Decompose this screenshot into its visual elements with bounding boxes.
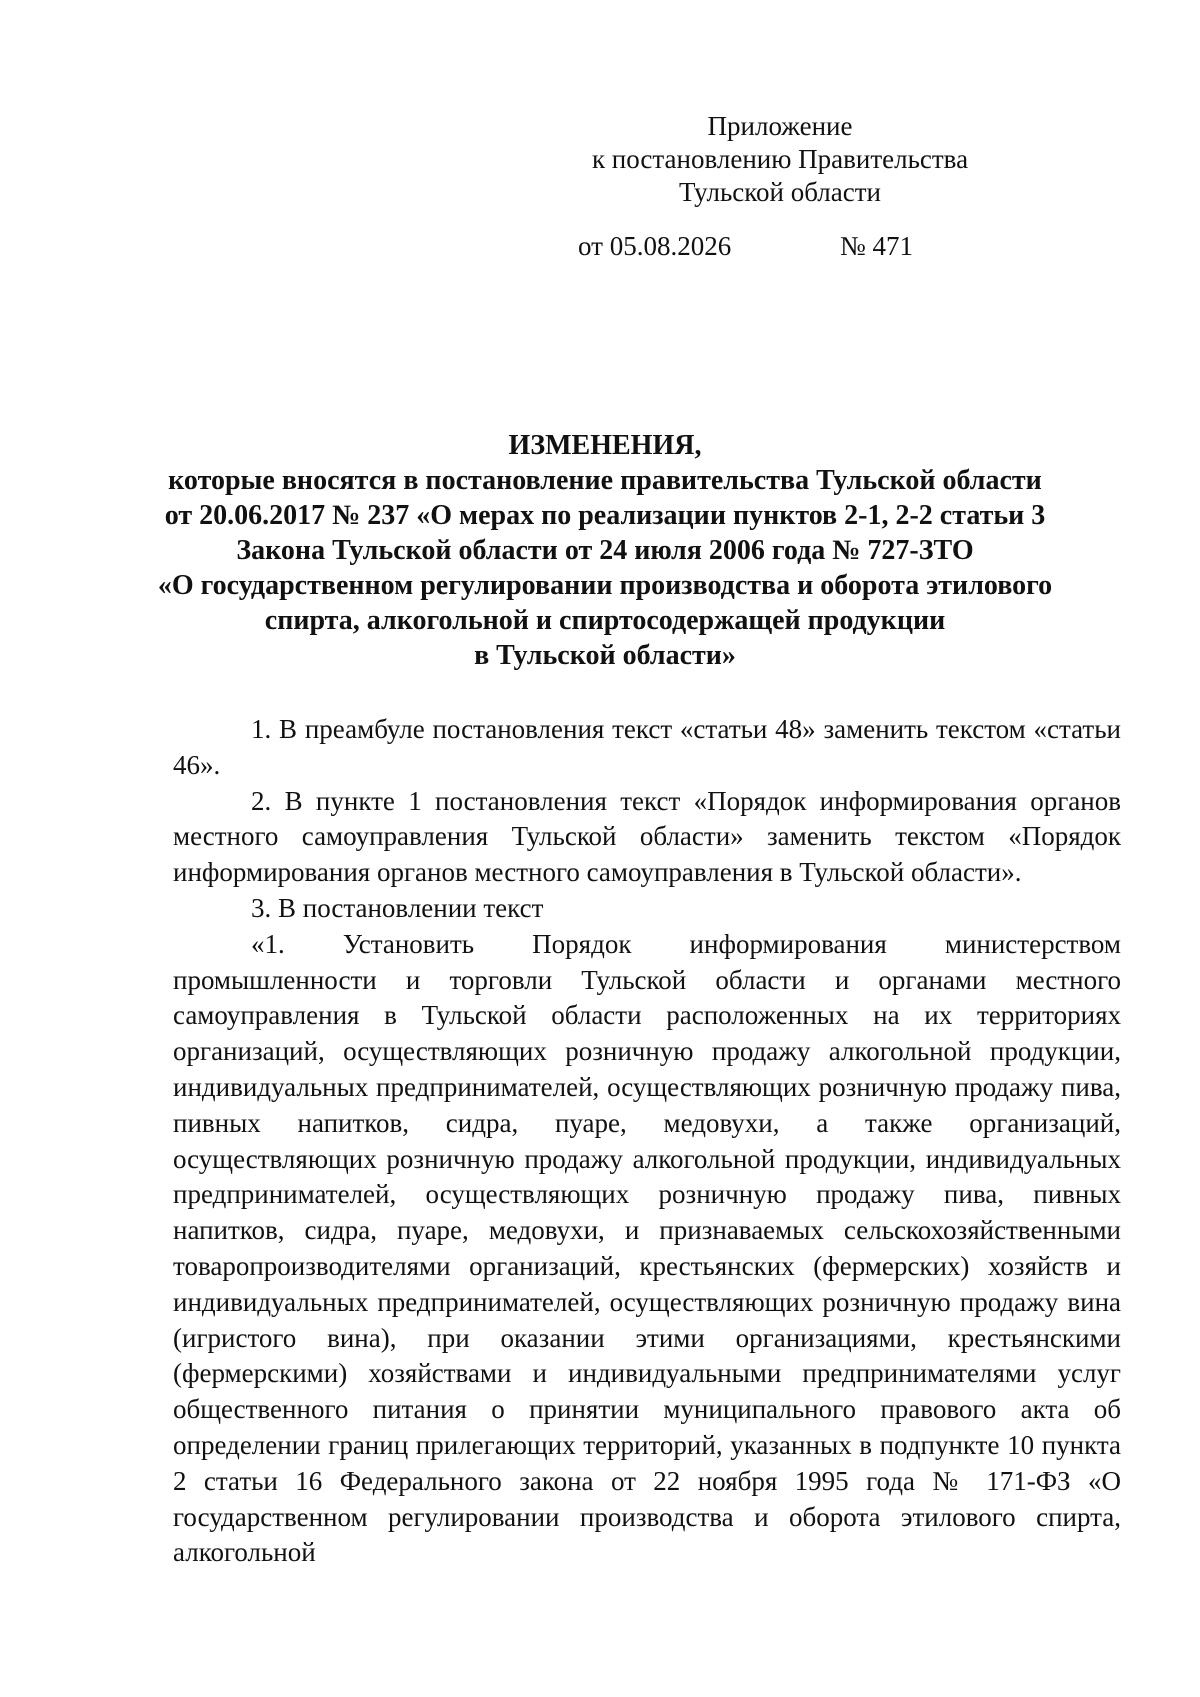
decree-number: № 471 bbox=[840, 231, 914, 261]
appendix-line-3: Тульской области bbox=[679, 177, 881, 207]
appendix-line-2: к постановлению Правительства bbox=[591, 144, 969, 174]
paragraph-3: 3. В постановлении текст bbox=[251, 892, 544, 923]
title-line-4: «О государственном регулировании производства и оборота этилового bbox=[157, 570, 1053, 601]
title-line-3: Закона Тульской области от 24 июля 2006 года № 727-ЗТО bbox=[236, 535, 974, 566]
paragraph-1: 1. В преамбуле постановления текст «статьи 48» заменить текстом «статьи 46». bbox=[173, 714, 1121, 780]
document-body bbox=[173, 712, 1121, 1571]
appendix-line-1: Приложение bbox=[707, 111, 853, 141]
paragraph-2: 2. В пункте 1 постановления текст «Порядок информирования органов местного самоуправления Тульской области» заменить текстом «Порядок информирования органов местного самоуправления в Тульской области». bbox=[173, 785, 1121, 888]
title-line-6: в Тульской области» bbox=[474, 640, 736, 671]
title-line-2: от 20.06.2017 № 237 «О мерах по реализации пунктов 2-1, 2-2 статьи 3 bbox=[164, 500, 1046, 531]
decree-date: от 05.08.2026 bbox=[578, 231, 732, 261]
title-heading: ИЗМЕНЕНИЯ, bbox=[508, 430, 702, 461]
document-title bbox=[150, 428, 1060, 673]
title-line-5: спирта, алкогольной и спиртосодержащей продукции bbox=[264, 605, 946, 636]
appendix-header bbox=[580, 110, 980, 209]
paragraph-4: «1. Установить Порядок информирования министерством промышленности и торговли Тульской области и органами местного самоуправления в Тульской области расположенных на их территориях организаций, осуществляющих розничную продажу алкогольной продукции, индивидуальных предпринимателей, осуществляющих розничную продажу пива, пивных напитков, сидра, пуаре, медовухи, а также организаций, осуществляющих розничную продажу алкогольной продукции, индивидуальных предпринимателей, осуществляющих розничную продажу пива, пивных напитков, сидра, пуаре, медовухи, и признаваемых сельскохозяйственными товаропроизводителями организаций, крестьянских (фермерских) хозяйств и индивидуальных предпринимателей, осуществляющих розничную продажу вина (игристого вина), при оказании этими организациями, крестьянскими (фермерскими) хозяйствами и индивидуальными предпринимателями услуг общественного питания о принятии муниципального правового акта об определении границ прилегающих территорий, указанных в подпункте 10 пункта 2 статьи 16 Федерального закона от 22 ноября 1995 года № 171-ФЗ «О государственном регулировании производства и оборота этилового спирта, алкогольной bbox=[173, 928, 1121, 1568]
title-line-1: которые вносятся в постановление правительства Тульской области bbox=[168, 465, 1042, 496]
